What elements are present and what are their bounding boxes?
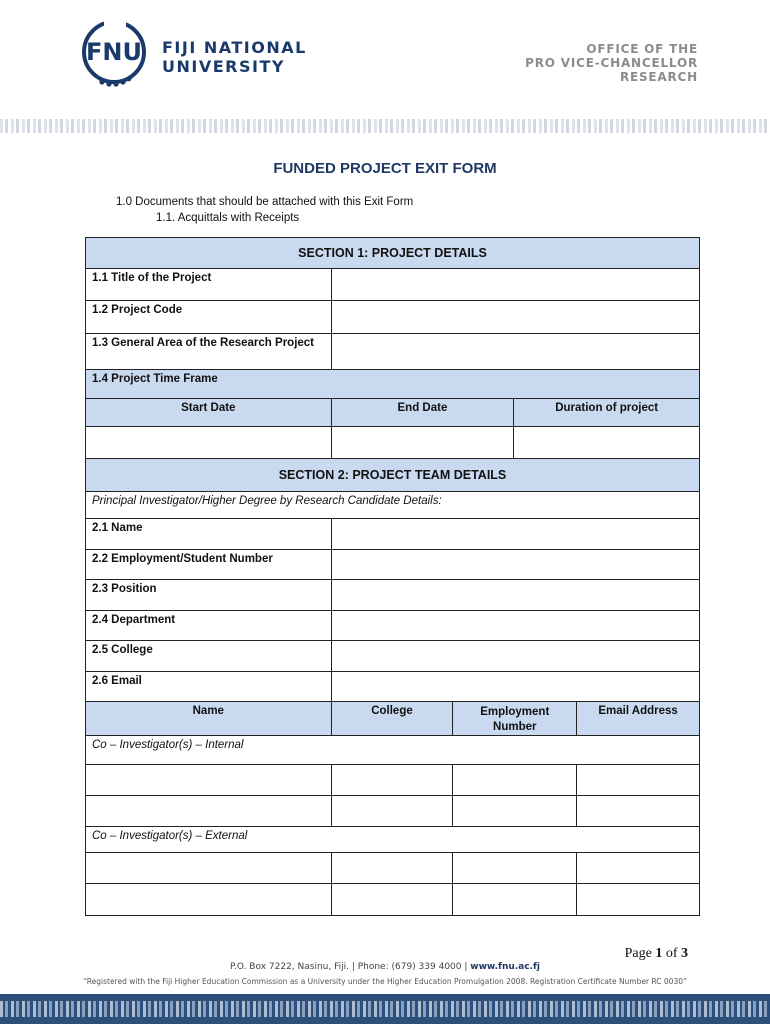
decorative-band-top [0,119,770,133]
research-area-field[interactable] [331,334,699,370]
research-area-label: 1.3 General Area of the Research Project [86,334,332,370]
page-total: 3 [681,946,688,961]
section2-header: SECTION 2: PROJECT TEAM DETAILS [86,459,700,492]
page-number [625,946,688,962]
end-date-field[interactable] [331,427,514,459]
office-line1: OFFICE OF THE [586,42,698,56]
col-name-header: Name [86,702,332,736]
form-title: FUNDED PROJECT EXIT FORM [273,160,497,177]
department-field[interactable] [331,611,699,641]
internal-employment-cell[interactable] [453,765,577,796]
acquittals-line: 1.1. Acquittals with Receipts [156,212,300,224]
exit-form-table [85,237,700,916]
email-label: 2.6 Email [86,672,332,702]
external-email-cell[interactable] [577,853,700,884]
end-date-header: End Date [331,399,514,427]
office-heading [525,42,698,84]
employment-number-field[interactable] [331,550,699,580]
college-field[interactable] [331,641,699,672]
duration-header: Duration of project [514,399,700,427]
employment-number-label: 2.2 Employment/Student Number [86,550,332,580]
logo-abbreviation: FNU [86,38,142,66]
project-title-label: 1.1 Title of the Project [86,269,332,301]
pi-name-label: 2.1 Name [86,519,332,550]
start-date-field[interactable] [86,427,332,459]
university-name [162,38,307,76]
table-row [86,853,700,884]
internal-employment-cell[interactable] [453,796,577,827]
internal-college-cell[interactable] [331,796,453,827]
col-employment-header: Employment Number [453,702,577,736]
address-text: P.O. Box 7222, Nasinu, Fiji. | Phone: (679) 339 4000 | [229,962,471,972]
project-title-field[interactable] [331,269,699,301]
pi-caption: Principal Investigator/Higher Degree by Research Candidate Details: [86,492,700,519]
project-code-label: 1.2 Project Code [86,301,332,334]
duration-field[interactable] [514,427,700,459]
footer-address [0,962,770,972]
email-field[interactable] [331,672,699,702]
external-email-cell[interactable] [577,884,700,916]
university-name-line2: UNIVERSITY [162,57,285,76]
internal-name-cell[interactable] [86,796,332,827]
college-label: 2.5 College [86,641,332,672]
department-label: 2.4 Department [86,611,332,641]
col-college-header: College [331,702,453,736]
internal-email-cell[interactable] [577,765,700,796]
external-college-cell[interactable] [331,853,453,884]
external-name-cell[interactable] [86,853,332,884]
external-employment-cell[interactable] [453,853,577,884]
project-code-field[interactable] [331,301,699,334]
external-name-cell[interactable] [86,884,332,916]
time-frame-label: 1.4 Project Time Frame [86,370,700,399]
section1-header: SECTION 1: PROJECT DETAILS [86,238,700,269]
internal-name-cell[interactable] [86,765,332,796]
table-row [86,884,700,916]
office-line3: RESEARCH [619,70,698,84]
pi-name-field[interactable] [331,519,699,550]
external-employment-cell[interactable] [453,884,577,916]
coinv-internal-caption: Co – Investigator(s) – Internal [86,736,700,765]
office-line2: PRO VICE-CHANCELLOR [525,56,698,70]
university-name-line1: FIJI NATIONAL [162,38,307,57]
col-email-header: Email Address [577,702,700,736]
table-row [86,796,700,827]
coinv-external-caption: Co – Investigator(s) – External [86,827,700,853]
registration-note: “Registered with the Fiji Higher Education Commission as a University under the Higher Education Promulgation 2008. Registration Certificate Number RC 0030” [83,977,687,986]
position-field[interactable] [331,580,699,611]
internal-email-cell[interactable] [577,796,700,827]
table-row [86,765,700,796]
decorative-band-bottom [0,994,770,1024]
page-prefix: Page [624,946,656,961]
position-label: 2.3 Position [86,580,332,611]
documents-line: 1.0 Documents that should be attached with this Exit Form [116,196,414,208]
internal-college-cell[interactable] [331,765,453,796]
attached-documents [116,194,413,226]
page-of: of [662,946,681,961]
website-link[interactable]: www.fnu.ac.fj [470,962,541,972]
external-college-cell[interactable] [331,884,453,916]
page-current: 1 [655,946,663,961]
start-date-header: Start Date [86,399,332,427]
